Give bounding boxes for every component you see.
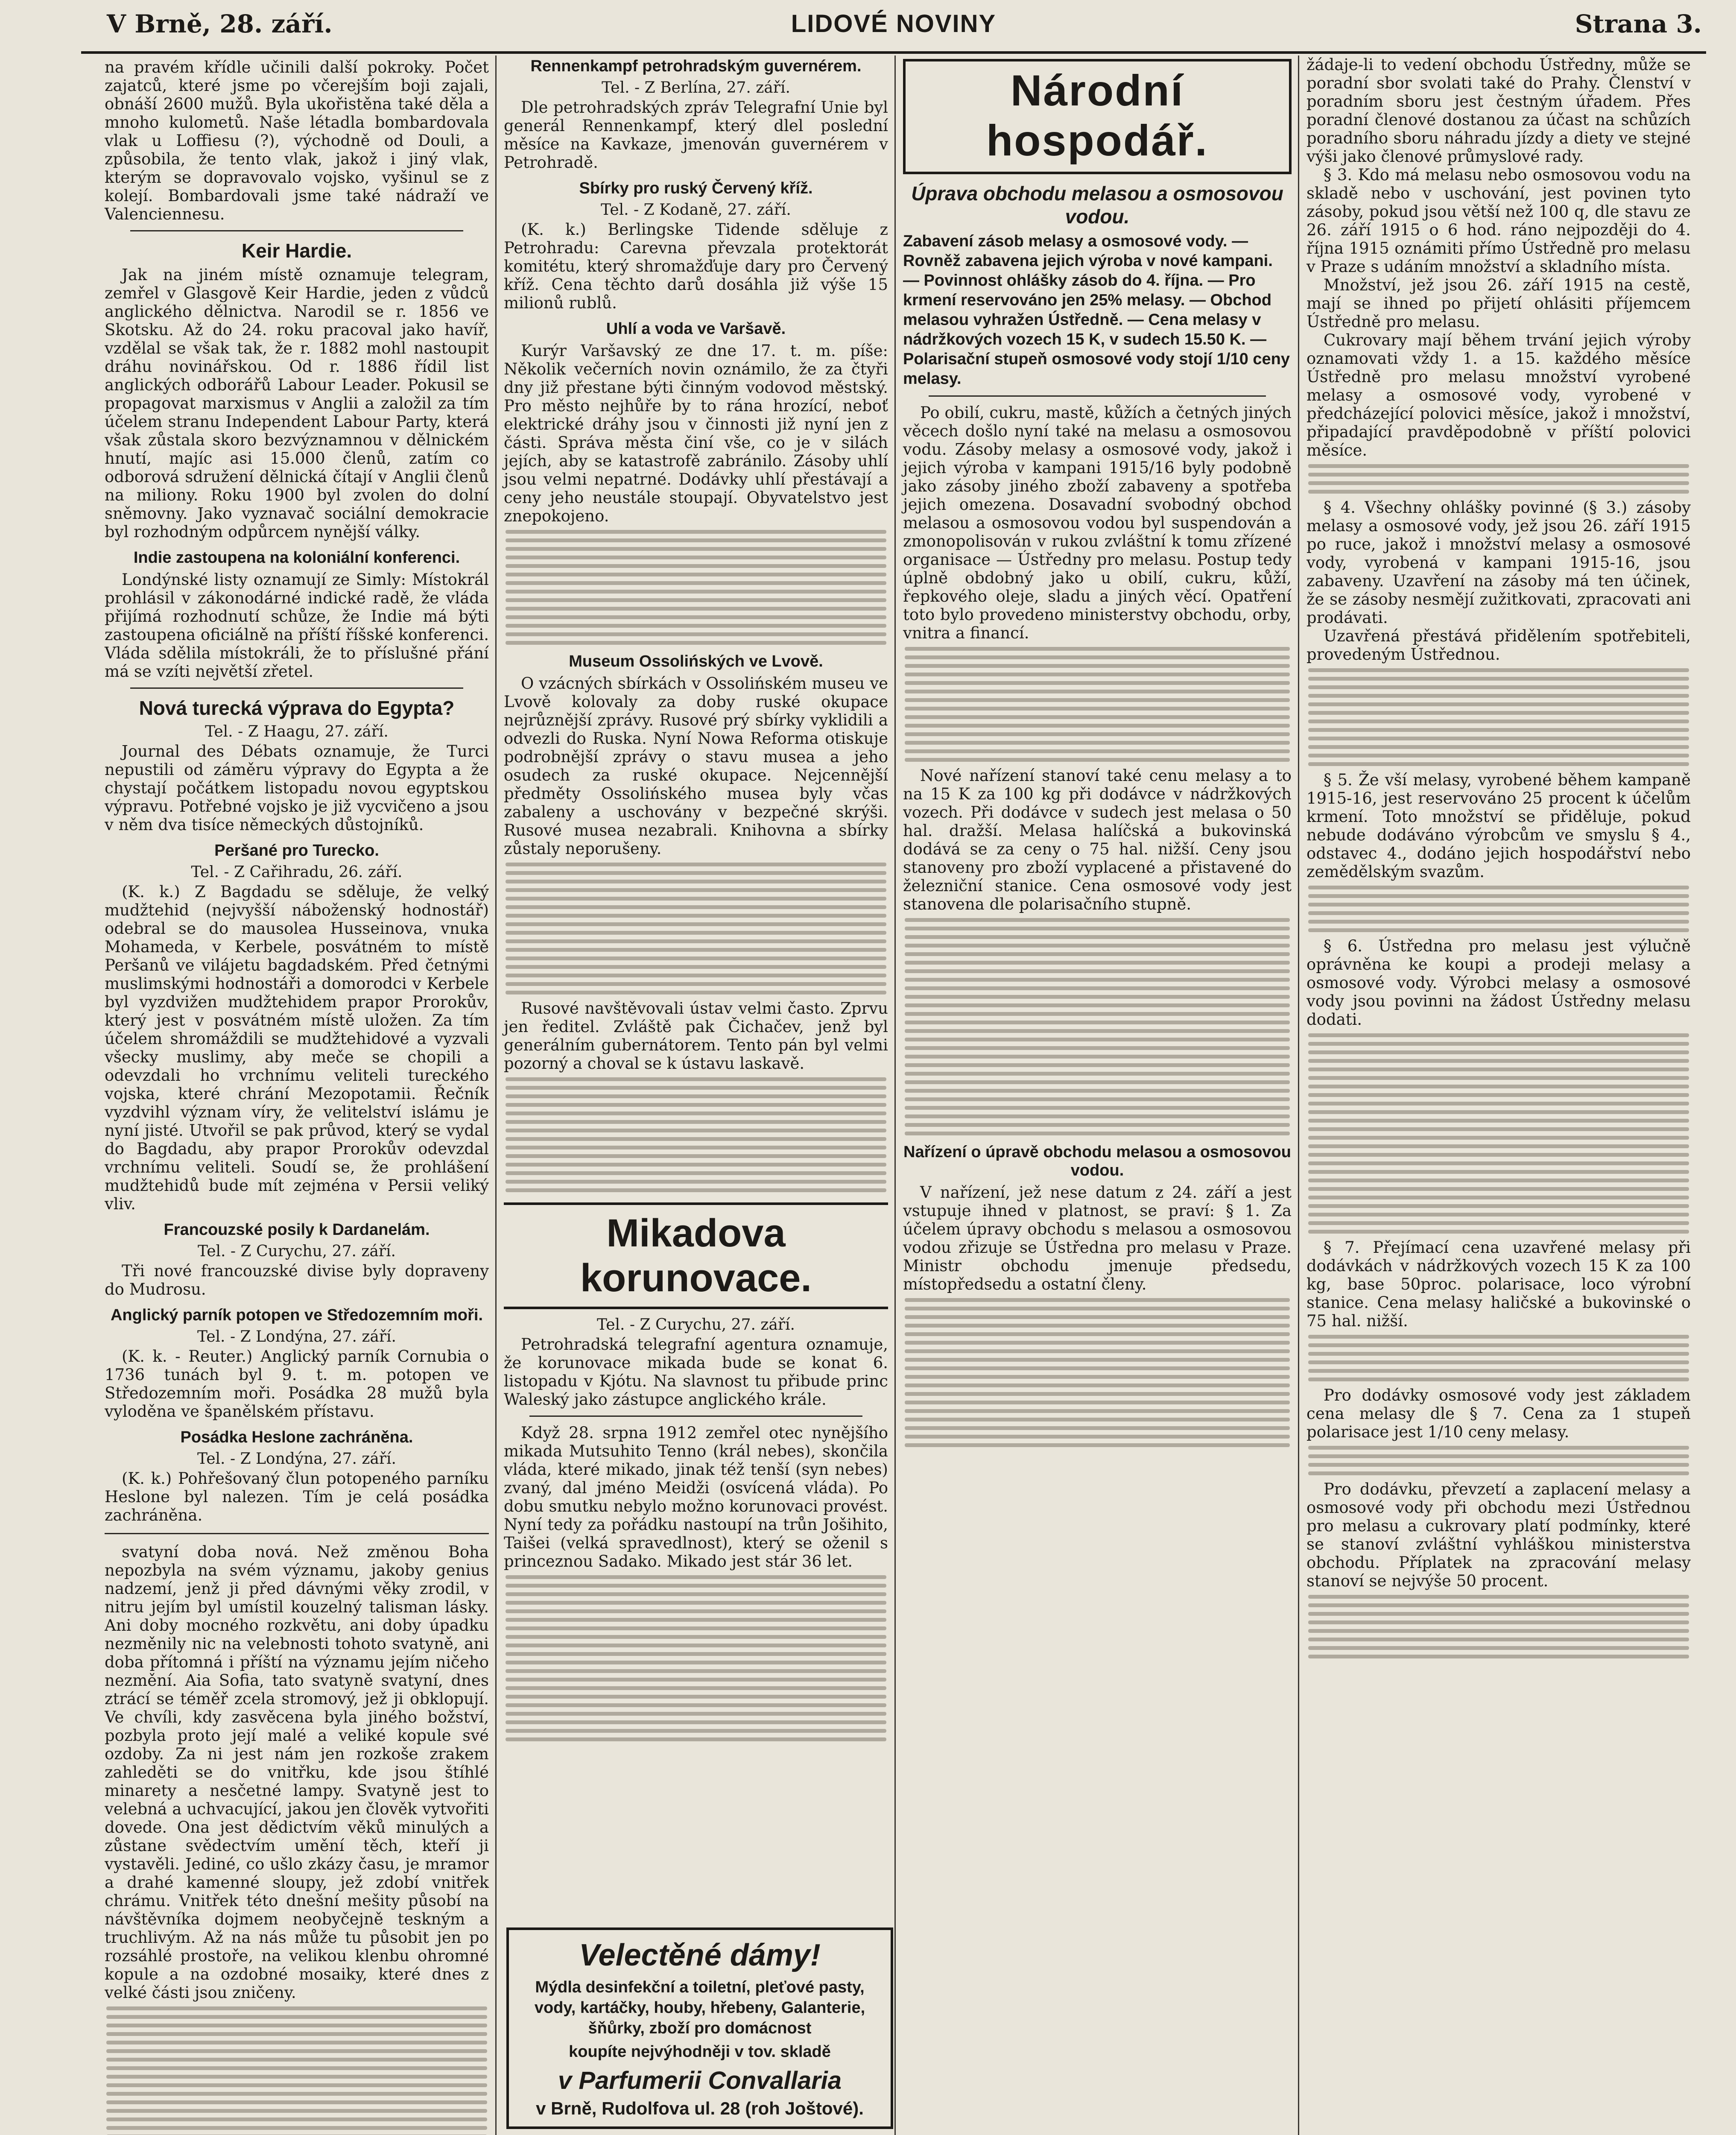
text-line [905, 1123, 1290, 1127]
regulation-heading: Nařízení o úpravě obchodu melasou a osmosovou vodou. [903, 1143, 1291, 1179]
text-line [905, 952, 1290, 956]
text-line [506, 641, 886, 645]
text-line [1308, 1620, 1689, 1624]
text-line [905, 655, 1290, 659]
text-line [905, 1392, 1290, 1396]
text-line [506, 538, 886, 542]
text-line [506, 1094, 886, 1098]
melasa-price-body: Nové nařízení stanoví také cenu melasy a to na 15 K za 100 kg při dodávce v nádržkových vozech. Při dodávce v sudech jest melasa o 50 hal. dražší. Melasa halíčská a bukovinská dodává se za ceny o 75 hal. nižší. Ceny jsou stanoveny pro zboží vyplacené a přistavené do železniční stanice. Cena osmosové vody jest stanovena dle polarisačního stupně. [903, 766, 1292, 913]
text-line [506, 905, 886, 909]
column-3 [903, 56, 1292, 1452]
text-line [1308, 1085, 1689, 1088]
mikado-coronation-heading: Mikadova korunovace. [504, 1202, 888, 1309]
text-line [1308, 1612, 1689, 1616]
text-line [506, 1669, 886, 1673]
text-line [905, 986, 1290, 990]
perfumery-advertisement [506, 1927, 893, 2129]
warsaw-coal-heading: Uhlí a voda ve Varšavě. [606, 320, 786, 338]
heslone-heading: Posádka Heslone zachráněna. [180, 1428, 413, 1446]
text-line [106, 2092, 487, 2096]
text-line [905, 1435, 1290, 1439]
persians-dateline: Tel. - Z Cařihradu, 26. září. [191, 863, 403, 881]
mikado-dateline: Tel. - Z Curychu, 27. září. [597, 1316, 795, 1334]
text-line [106, 2117, 487, 2121]
text-line [905, 749, 1290, 753]
regulation-osmose-price: Pro dodávky osmosové vody jest základem cena melasy dle § 7. Cena za 1 stupeň polarisace jest 1/10 ceny melasy. [1306, 1386, 1691, 1441]
text-line [506, 888, 886, 892]
text-line [106, 2066, 487, 2070]
text-line [905, 1038, 1290, 1041]
text-line [905, 1418, 1290, 1421]
text-line [506, 581, 886, 585]
text-line [506, 1618, 886, 1622]
text-line [905, 1409, 1290, 1413]
heslone-body: (K. k.) Pohřešovaný člun potopeného parníku Heslone byl nalezen. Tím je celá posádka zachráněna. [105, 1469, 489, 1524]
text-line [506, 1720, 886, 1724]
text-line [506, 547, 886, 551]
column-rule [894, 56, 896, 2135]
text-line [506, 1575, 886, 1579]
text-line [905, 1097, 1290, 1101]
text-line [905, 673, 1290, 676]
text-line [1308, 1102, 1689, 1106]
text-line [1308, 1463, 1689, 1467]
russian-visits-body: Rusové navštěvovali ústav velmi často. Zprvu jen ředitel. Zvláště pak Čichačev, jenž byl generálním gubernátorem. Tento pán byl velmi pozorný a choval se k ústavu laskavě. [504, 999, 888, 1073]
text-line [106, 2041, 487, 2044]
header-newspaper-title: LIDOVÉ NOVINY [791, 10, 997, 38]
section-masthead: Národní hospodář. [903, 59, 1292, 174]
text-line [506, 1584, 886, 1588]
text-line [506, 632, 886, 636]
text-line [506, 1729, 886, 1733]
text-line [1308, 1446, 1689, 1450]
text-line [905, 1055, 1290, 1059]
text-line [905, 1003, 1290, 1007]
text-line [1308, 1187, 1689, 1191]
text-line [1308, 1059, 1689, 1063]
text-line [506, 530, 886, 534]
text-line [1308, 920, 1689, 924]
turkish-expedition-heading: Nová turecká výprava do Egypta? [139, 697, 455, 719]
text-line [1308, 1378, 1689, 1381]
text-line [905, 944, 1290, 948]
text-line [106, 2024, 487, 2027]
column-rule [495, 56, 497, 2135]
text-line [1308, 894, 1689, 898]
text-line [506, 956, 886, 960]
text-line [506, 1592, 886, 1596]
text-line [905, 741, 1290, 745]
text-line [1308, 762, 1689, 766]
regulation-para-7: § 7. Přejímací cena uzavřené melasy při dodávkách v nádržkových vozech 15 K za 100 kg, base 50proc. polarisace, loco výrobní stanice. Cena melasy haličské a bukovinské o 75 hal. nižší. [1306, 1238, 1691, 1330]
ossolineum-body: O vzácných sbírkách v Ossolińském museu ve Lvově kolovaly za doby ruské okupace nejrůznější zprávy. Rusové prý sbírky vyklidili a odvezli do Ruska. Nyní Nowa Reforma otiskuje podrobnější zprávy o stavu musea a jeho osudech za ruské okupace. Nejcennější předměty Ossolińského musea byly včas zabaleny a uschovány v bezpečné skrýši. Rusové musea nezabrali. Knihovna a sbírky zůstaly neporušeny. [504, 674, 888, 858]
text-line [905, 707, 1290, 711]
text-line [506, 897, 886, 901]
text-line [905, 681, 1290, 685]
text-line [1308, 473, 1689, 477]
text-line [905, 1426, 1290, 1430]
text-line [1308, 886, 1689, 889]
text-line [1308, 1646, 1689, 1650]
text-line [1308, 711, 1689, 715]
regulation-para-4: § 4. Všechny ohlášky povinné (§ 3.) zásoby melasy a osmosové vody, jež jsou 26. září 1915 po ruce, jakož i množství melasy a osmosové vody, vyrobená v kampani 1915-16, jsou zabaveny. Uzavření na zásoby má ten účinek, že se zásoby nesmějí zužitkovati, zpracovati ani prodávati. [1306, 498, 1691, 627]
mikado-body: Petrohradská telegrafní agentura oznamuje, že korunovace mikada bude se konat 6. listopadu v Kjótu. Na slavnost tu přibude princ Waleský jako zástupce anglického krále. [504, 1335, 888, 1409]
separator [105, 1533, 489, 1534]
ad-products: Mýdla desinfekční a toiletní, pleťové pasty, vody, kartáčky, houby, hřebeny, Galanterie, šňůrky, zboží pro domácnost [534, 1978, 865, 2037]
text-line [506, 1154, 886, 1158]
text-line [1308, 490, 1689, 494]
text-line [905, 969, 1290, 973]
text-line [106, 2126, 487, 2130]
heslone-dateline: Tel. - Z Londýna, 27. září. [197, 1450, 396, 1468]
text-line [1308, 1076, 1689, 1080]
text-line [1308, 677, 1689, 681]
text-line [106, 2100, 487, 2104]
text-line [506, 1103, 886, 1107]
text-line [1308, 481, 1689, 485]
text-line [1308, 1471, 1689, 1475]
french-body: Tři nové francouzské divise byly dopraveny do Mudrosu. [105, 1262, 489, 1299]
text-line [106, 2032, 487, 2036]
text-line [106, 2015, 487, 2019]
english-steamer-heading: Anglický parník potopen ve Středozemním moři. [110, 1306, 483, 1324]
text-line [506, 1601, 886, 1605]
text-line [905, 664, 1290, 668]
text-line [506, 871, 886, 875]
text-line [1308, 1179, 1689, 1182]
text-line [506, 1111, 886, 1115]
text-line [506, 1635, 886, 1639]
text-line [106, 2049, 487, 2053]
text-line [506, 1129, 886, 1132]
text-line [905, 724, 1290, 728]
text-line [506, 1137, 886, 1141]
text-line [1308, 1153, 1689, 1157]
regulation-body: V nařízení, jež nese datum z 24. září a jest vstupuje ihned v platnost, se praví: § 1. Za účelem úpravy obchodu s melasou a osmosovou vodou zřizuje se Ústředna pro melasu v Praze. Ministr obchodu jmenuje předsedu, místopředsedu a ostatní členy. [903, 1183, 1292, 1293]
text-line [1308, 1050, 1689, 1054]
article-intro-text: na pravém křídle učinili další pokroky. Počet zajatců, které jsme po včerejším boji zajali, obnáší 2600 mužů. Byla ukořistěna také děla a mnoho kulometů. Naše létadla bombardovala vlak u Loffiesu (?), východně od Douli, a způsobila, že tento vlak, jakož i jiný vlak, kterým se dopravovalo vojsko, vyšinul se z kolejí. Bombardovali jsme také nádraží ve Valenciennesu. [105, 58, 489, 223]
text-line [1308, 1144, 1689, 1148]
text-line [1308, 464, 1689, 468]
header-date: V Brně, 28. září. [107, 9, 333, 38]
text-line [1308, 1093, 1689, 1097]
mikado-history-body: Když 28. srpna 1912 zemřel otec nynějšího mikada Mutsuhito Tenno (král nebes), skončila vláda, které mikado, jinak též tenší (syn nebes) zvaný, dal jméno Meidži (osvícená vláda). Po dobu smutku nebylo možno korunovaci provést. Nyní tedy za pořádku nastoupí na trůn Jošihito, Taišei (velká spravedlnost), který se oženil s princeznou Sadako. Mikado jest stár 36 let. [504, 1424, 888, 1571]
text-line [1308, 1110, 1689, 1114]
text-line [506, 922, 886, 926]
text-line [1308, 1595, 1689, 1599]
text-line [506, 607, 886, 611]
text-line [506, 615, 886, 619]
rennenkampf-heading: Rennenkampf petrohradským guvernérem. [530, 57, 862, 75]
hagia-sophia-text: svatyní doba nová. Než změnou Boha nepozbyla na svém významu, jakoby genius nadzemí, jenž ji před dávnými věky zrodil, v nitru jejím byl umístil kouzelný talisman lásky. Ani doby mocného rozkvětu, ani doby úpadku nezměnily nic na velebnosti tohoto svatyně, ani doba přítomná i příští na významu jejím ničeho nezmění. Aia Sofia, tato svatyně svatyní, dnes ztrácí se téměř zcela stromový, jež ji obklopují. Ve chvíli, kdy zasvěcena byla jiného božství, pozbyla proto její malé a veliké kopule své ozdoby. Za ni jest nám jen rozkoše zrakem zahleděti se do vnitřku, kde jsou štíhlé minarety a nesčetné lampy. Svatyně jest to velebná a uchvacující, jakou jen člověk vytvořiti dovede. Ona jest dědictvím věků minulých a zůstane svědectvím umění těch, kteří ji vystavěli. Jediné, co ušlo zkázy času, je mramor a drahé kamenné sloupy, jež zdobí vnitřek chrámu. Vnitřek této dnešní mešity působí na návštěvníka dojmem neobyčejně teskným a truchlivým. Až na nás může tu působit jen po rozsáhlé prostoře, na velikou klenbu ohromné kopule a na ozdobné mosaiky, které dnes z velké části jsou zničeny. [105, 1543, 489, 2002]
regulation-allocation: Uzavřená přestává přidělením spotřebiteli, provedeným Ústřednou. [1306, 627, 1691, 664]
text-line [905, 961, 1290, 965]
text-line [905, 1132, 1290, 1135]
text-line [1308, 928, 1689, 932]
text-line [106, 2075, 487, 2079]
text-line [506, 1163, 886, 1167]
text-line [905, 1080, 1290, 1084]
english-dateline: Tel. - Z Londýna, 27. září. [197, 1328, 396, 1345]
text-line [106, 2109, 487, 2113]
text-line [905, 690, 1290, 693]
text-line [506, 914, 886, 918]
text-line [506, 1626, 886, 1630]
text-line [1308, 1221, 1689, 1225]
text-line [905, 935, 1290, 939]
melasa-body: Po obilí, cukru, mastě, kůžích a četných jiných věcech došlo nyní také na melasu a osmosovou vodu. Zásoby melasy a osmosové vody, jakož i jejich výroba v kampani 1915/16 byly podobně jako zásoby jiného zboží zabaveny a spotřeba jejich omezena. Dosavadní svobodný obchod melasou a osmosovou vodou byl suspendován a zmonopolisován v rukou zvláštní k tomu zřízené organisace — Ústředny pro melasu. Postup tedy úplně obdobný jako u obilí, cukru, kůží, řepkového oleje, sladu a jiných věcí. Opatření toto bylo provedeno ministerstvy obchodu, orby, vnitra a financí. [903, 404, 1292, 642]
text-line [1308, 719, 1689, 723]
column-rule [1298, 56, 1299, 2135]
text-line [506, 974, 886, 977]
text-line [506, 991, 886, 994]
text-line [905, 1021, 1290, 1024]
text-line [1308, 1196, 1689, 1199]
text-line [1308, 1454, 1689, 1458]
text-line [905, 698, 1290, 702]
text-line [506, 590, 886, 594]
text-line [905, 647, 1290, 651]
text-line [1308, 1170, 1689, 1174]
ad-shop-name: v Parfumerii Convallaria [558, 2067, 842, 2094]
text-line [506, 1171, 886, 1175]
text-line [905, 1315, 1290, 1319]
text-line [905, 1332, 1290, 1336]
text-line [506, 1695, 886, 1699]
text-line [905, 1341, 1290, 1345]
page-header [81, 0, 1706, 54]
regulation-continued-1: žádaje-li to vedení obchodu Ústředny, může se poradní sbor svolati také do Prahy. Členství v poradním sboru jest čestným úřadem. Přes poradní členové dostanou za účast na schůzích poradního sboru náhradu jízdy a diety ve stejné výši jako členové průmyslové rady. [1306, 56, 1691, 166]
text-line [1308, 702, 1689, 706]
column-2 [504, 56, 888, 1746]
text-line [506, 1703, 886, 1707]
text-line [1308, 1213, 1689, 1217]
text-line [506, 573, 886, 576]
text-line [106, 2058, 487, 2062]
text-line [1308, 728, 1689, 732]
text-line [905, 918, 1290, 922]
regulation-in-transit: Množství, jež jsou 26. září 1915 na cestě, mají se ihned po přijetí ohlásiti příjemcem Ústředně pro melasu. [1306, 276, 1691, 331]
text-line [106, 2083, 487, 2087]
text-line [506, 1678, 886, 1682]
text-line [1308, 1335, 1689, 1339]
text-line [506, 982, 886, 986]
text-line [1308, 668, 1689, 672]
text-line [905, 1029, 1290, 1033]
text-line [1308, 1127, 1689, 1131]
text-line [506, 965, 886, 969]
separator [130, 230, 463, 231]
india-body: Londýnské listy oznamují ze Simly: Místokrál prohlásil v zákonodárné indické radě, že vláda přijímá rozhodnutí schůze, že Indie má býti zastoupena oficiálně na příští říšské konferenci. Vláda sdělila místokráli, že to příslušné přání má se vzíti největší zřetel. [105, 570, 489, 681]
column-1 [105, 56, 489, 2135]
text-line [905, 927, 1290, 930]
keir-hardie-heading: Keir Hardie. [241, 240, 352, 262]
text-line [1308, 1360, 1689, 1364]
ossolineum-heading: Museum Ossolińských ve Lvově. [569, 652, 823, 670]
rennenkampf-body: Dle petrohradských zpráv Telegrafní Unie byl generál Rennenkampf, který dlel poslední měsíce na Kavkaze, jmenován guvernérem v Petrohradě. [504, 98, 888, 172]
regulation-delivery-terms: Pro dodávku, převzetí a zaplacení melasy a osmosové vody při obchodu mezi Ústřednou pro melasu a cukrovary platí podmínky, které se stanoví zvláštní vyhláškou ministerstva obchodu. Příplatek na zpracování melasy stanoví se nejvýše 50 procent. [1306, 1480, 1691, 1590]
text-line [1308, 1204, 1689, 1208]
text-line [1308, 911, 1689, 915]
text-line [1308, 1119, 1689, 1123]
french-reinforcements-heading: Francouzské posily k Dardanelám. [164, 1221, 430, 1239]
text-line [905, 1012, 1290, 1016]
regulation-sugar-mills: Cukrovary mají během trvání jejich výroby oznamovati vždy 1. a 15. každého měsíce Ústředně pro melasu množství vyrobené melasy a osmosové vody, vyrobené v předcházející polovici měsíce, jakož i množství, připadající pravděpodobně v příští polovici měsíce. [1306, 331, 1691, 459]
warsaw-coal-body: Kurýr Varšavský ze dne 17. t. m. píše: Několik večerních novin oznámilo, že za čtyři dny již přestane býti činným vodovod městský. Pro město nejhůře by to rána hrozící, neboť elektrické dráhy jsou v činnosti již nyní jen z části. Správa města činí vše, co je v silách jejích, aby se katastrofě zabránilo. Zásoby uhlí jsou velmi nepatrné. Dodávky uhlí přestávají a ceny jeho neustále stoupají. Obyvatelstvo jest znepokojeno. [504, 342, 888, 525]
regulation-para-6: § 6. Ústředna pro melasu jest výlučně oprávněna ke koupi a prodeji melasy a osmosové vody. Výrobci melasy a osmosové vody jsou povinni na žádost Ústředny melasu dodati. [1306, 937, 1691, 1029]
text-line [506, 1609, 886, 1613]
text-line [905, 715, 1290, 719]
text-line [506, 1180, 886, 1184]
text-line [1308, 1603, 1689, 1607]
text-line [905, 978, 1290, 982]
ad-title: Velectěné dámy! [579, 1938, 821, 1972]
text-line [905, 1401, 1290, 1404]
text-line [506, 1077, 886, 1081]
regulation-para-5: § 5. Že vší melasy, vyrobené během kampaně 1915-16, jest reservováno 25 procent k účelům krmení. Toto množství se přiděluje, pokud nebude dodáváno výrobcům ve smyslu § 4., odstavec 4., dodáno jejich hospodářství nebo zemědělským svazům. [1306, 771, 1691, 881]
text-line [106, 2006, 487, 2010]
text-line [506, 1686, 886, 1690]
text-line [905, 1375, 1290, 1379]
text-line [506, 624, 886, 628]
red-cross-heading: Sbírky pro ruský Červený kříž. [579, 179, 813, 197]
text-line [905, 1089, 1290, 1093]
separator [929, 395, 1266, 397]
text-line [506, 1652, 886, 1656]
text-line [1308, 1136, 1689, 1140]
text-line [1308, 903, 1689, 907]
text-line [905, 1358, 1290, 1362]
melasa-summary: Zabavení zásob melasy a osmosové vody. — Rovněž zabavena jejich výroba v nové kampani. — Povinnost ohlášky zásob do 4. října. — Pro krmení reservováno jen 25% melasy. — Obchod melasou vyhražen Ústředně. — Cena melasy v nádržkových vozech 15 K, v sudech 15.50 K. — Polarisační stupeň osmosové vody stojí 1/10 ceny melasy. [903, 232, 1290, 388]
text-line [1308, 694, 1689, 698]
text-line [905, 995, 1290, 999]
column-4 [1306, 56, 1691, 1663]
text-line [506, 880, 886, 883]
text-line [506, 1120, 886, 1124]
text-line [1308, 737, 1689, 740]
turkish-dateline: Tel. - Z Haagu, 27. září. [205, 723, 389, 740]
text-line [905, 1366, 1290, 1370]
persians-body: (K. k.) Z Bagdadu se sděluje, že velký mudžtehid (nejvyšší náboženský hodnostář) odebral se do mausolea Husseinova, vnuka Mohameda, v Kerbele, posvátném to místě Peršanů ve vilájetu bagdadském. Před četnými muslimskými hodnostáři a domorodci v Kerbele byl vyzdvižen mudžtehidem prapor Prorokův, který jest v posvátném místě uložen. Za tím účelem shromáždili se mudžtehidové a vyzvali všecky muslimy, aby meče se chopili a odevzdali ho vrchnímu veliteli tureckého vojska, které chrání Mezopotamii. Řečník vyzdvihl význam víry, že velitelství islámu je nyní jisté. Utvořil se pak průvod, který se vydal do Bagdadu, aby prapor Prorokův odevzdal vrchnímu veliteli. Soudí se, že prohlášení mudžtehidů bude mít zejména v Persii veliký vliv. [105, 883, 489, 1213]
separator [130, 687, 463, 689]
french-dateline: Tel. - Z Curychu, 27. září. [198, 1243, 396, 1260]
text-line [506, 564, 886, 568]
text-line [1308, 685, 1689, 689]
text-line [905, 1114, 1290, 1118]
text-line [506, 1712, 886, 1716]
text-line [1308, 1161, 1689, 1165]
text-line [1308, 1629, 1689, 1633]
text-line [506, 556, 886, 559]
text-line [1308, 745, 1689, 749]
regulation-para-3: § 3. Kdo má melasu nebo osmosovou vodu na skladě nebo v uschování, jest povinen tyto zásoby, pokud jsou větší než 100 q, dle stavu ze 26. září 1915 o 6 hod. ráno nejpozději do 4. října 1915 oznámiti přímo Ústředně pro melasu v Praze s udáním množství a skladního místa. [1306, 166, 1691, 276]
text-line [506, 1661, 886, 1664]
text-line [905, 1443, 1290, 1447]
text-line [905, 758, 1290, 762]
rennenkampf-dateline: Tel. - Z Berlína, 27. září. [602, 79, 790, 97]
text-line [1308, 1042, 1689, 1046]
header-page-number: Strana 3. [1575, 9, 1702, 38]
text-line [506, 863, 886, 866]
text-line [905, 1106, 1290, 1110]
ad-address: v Brně, Rudolfova ul. 28 (roh Joštové). [536, 2098, 864, 2118]
red-cross-body: (K. k.) Berlingske Tidende sděluje z Petrohradu: Carevna převzala protektorát komitétu, který shromažďuje dary pro Červený kříž. Cena těchto darů dosáhla již výše 15 milionů rublů. [504, 220, 888, 312]
text-line [1308, 1230, 1689, 1234]
english-body: (K. k. - Reuter.) Anglický parník Cornubia o 1736 tunách byl 9. t. m. potopen ve Středozemním moři. Posádka 28 mužů byla vyloděna ve španělském přístavu. [105, 1347, 489, 1421]
text-line [506, 931, 886, 935]
melasa-subheading: Úprava obchodu melasou a osmosovou vodou. [911, 182, 1283, 228]
ad-offer: koupíte nejvýhodněji v tov. skladě [569, 2043, 831, 2061]
text-line [905, 1349, 1290, 1353]
text-line [905, 1324, 1290, 1328]
text-line [1308, 1343, 1689, 1347]
text-line [506, 1188, 886, 1192]
text-line [506, 598, 886, 602]
text-line [905, 1072, 1290, 1076]
text-line [905, 1046, 1290, 1050]
text-line [1308, 1068, 1689, 1071]
text-line [506, 1146, 886, 1149]
text-line [905, 1307, 1290, 1310]
india-heading: Indie zastoupena na koloniální konferenci. [133, 549, 460, 567]
text-line [1308, 1033, 1689, 1037]
text-line [1308, 1638, 1689, 1641]
text-line [506, 939, 886, 943]
text-line [905, 1298, 1290, 1302]
text-line [1308, 754, 1689, 757]
text-line [1308, 1655, 1689, 1658]
persians-heading: Peršané pro Turecko. [214, 842, 379, 860]
text-line [506, 1644, 886, 1647]
text-line [905, 1063, 1290, 1067]
text-line [506, 948, 886, 952]
separator [529, 1416, 862, 1417]
text-line [506, 1086, 886, 1090]
red-cross-dateline: Tel. - Z Kodaně, 27. září. [601, 201, 791, 219]
text-line [905, 732, 1290, 736]
text-line [1308, 1369, 1689, 1373]
text-line [905, 1383, 1290, 1387]
turkish-body: Journal des Débats oznamuje, že Turci nepustili od záměru výpravy do Egypta a že chystají počátkem listopadu novou egyptskou výpravu. Potřebné vojsko je již vycvičeno a jsou v něm dva tisíce německých důstojníků. [105, 742, 489, 834]
text-line [506, 1737, 886, 1741]
text-line [1308, 1352, 1689, 1356]
keir-hardie-body: Jak na jiném místě oznamuje telegram, zemřel v Glasgově Keir Hardie, jeden z vůdců anglického dělnictva. Narodil se r. 1856 ve Skotsku. Až do 24. roku pracoval jako havíř, vzdělal se však tak, že r. 1882 mohl nastoupit dráhu novinářskou. Od r. 1886 řídil list anglických odborářů Labour Leader. Pokusil se propagovat marxismus v Anglii a založil za tím účelem stranu Independent Labour Party, která však zůstala skoro bezvýznamnou v dělnickém hnutí, majíc asi 15.000 členů, zatím co odborová sdružení dělnická čítají v Anglii členů na miliony. Roku 1900 byl zvolen do dolní sněmovny. Jako vyznavač sociální demokracie byl rozhodným odpůrcem nynější války. [105, 266, 489, 541]
